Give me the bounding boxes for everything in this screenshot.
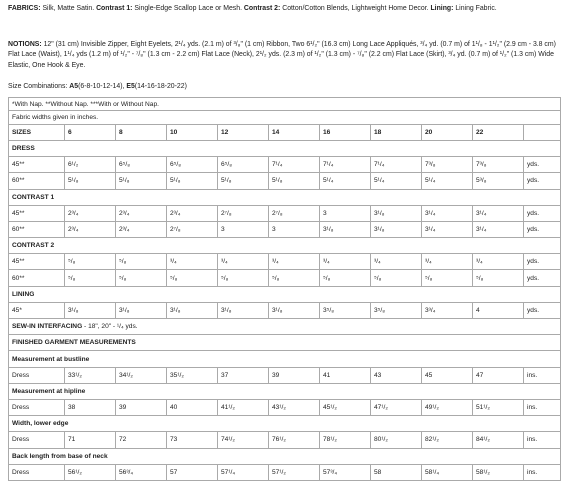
yardage-cell: 2³/₄ [65, 205, 116, 221]
measure-cell: 84¹/₂ [473, 432, 524, 448]
contrast2-label: Contrast 2: [243, 5, 281, 12]
measure-cell: 35¹/₂ [167, 367, 218, 383]
table-row [9, 173, 561, 189]
yardage-cell: 5¹/₄ [320, 173, 371, 189]
width-label: 60** [9, 270, 65, 286]
measure-cell: 78¹/₂ [320, 432, 371, 448]
measure-cell: 82¹/₂ [422, 432, 473, 448]
yardage-cell: ³/₄ [269, 254, 320, 270]
width-label: 45** [9, 157, 65, 173]
yardage-cell: 2³/₄ [116, 221, 167, 237]
notions-paragraph [8, 40, 563, 71]
size-header: 18 [371, 124, 422, 140]
yardage-cell: 3¹/₈ [269, 302, 320, 318]
yardage-cell: 3¹/₄ [473, 205, 524, 221]
measure-cell: 41¹/₂ [218, 399, 269, 415]
measure-title: Width, lower edge [9, 416, 561, 432]
section-title-row [9, 238, 561, 254]
section-title-row [9, 286, 561, 302]
yardage-cell: 5¹/₈ [218, 173, 269, 189]
size-comb-e5: E5 [126, 83, 135, 90]
yardage-cell: ⁵/₈ [116, 270, 167, 286]
measure-title-row [9, 416, 561, 432]
measure-cell: 58 [371, 464, 422, 480]
yardage-cell: 5¹/₈ [269, 173, 320, 189]
yardage-cell: 3¹/₈ [65, 302, 116, 318]
yardage-cell: 3¹/₄ [422, 221, 473, 237]
yardage-cell: ⁵/₈ [65, 254, 116, 270]
measure-cell: 37 [218, 367, 269, 383]
measure-title-row [9, 351, 561, 367]
table-body [9, 98, 561, 481]
unit-cell: yds. [524, 302, 561, 318]
interfacing-note [9, 319, 561, 335]
section-title: CONTRAST 1 [9, 189, 561, 205]
unit-cell: yds. [524, 270, 561, 286]
width-label: 45** [9, 254, 65, 270]
yardage-cell: 7¹/₄ [371, 157, 422, 173]
yardage-cell: 3¹/₄ [422, 205, 473, 221]
size-header: 20 [422, 124, 473, 140]
measure-cell: 57 [167, 464, 218, 480]
yardage-cell: 3⁵/₈ [320, 302, 371, 318]
yardage-cell: 2³/₄ [65, 221, 116, 237]
yardage-cell: 3⁵/₈ [371, 302, 422, 318]
yardage-cell: ⁵/₈ [116, 254, 167, 270]
measure-cell: 43 [371, 367, 422, 383]
width-label: 45** [9, 205, 65, 221]
widths-note: Fabric widths given in inches. [9, 111, 561, 124]
measure-cell: 71 [65, 432, 116, 448]
table-row [9, 302, 561, 318]
yardage-cell: 4 [473, 302, 524, 318]
yardage-cell: 2³/₄ [167, 205, 218, 221]
measure-cell: 58¹/₂ [473, 464, 524, 480]
interfacing-row [9, 319, 561, 335]
measure-title: Measurement at bustline [9, 351, 561, 367]
table-row [9, 157, 561, 173]
size-header: 16 [320, 124, 371, 140]
table-row [9, 221, 561, 237]
measure-cell: 58¹/₄ [422, 464, 473, 480]
interfacing-label: SEW-IN INTERFACING [12, 323, 83, 331]
unit-cell: yds. [524, 157, 561, 173]
size-comb-a5: A5 [69, 83, 79, 90]
yardage-cell: 3 [269, 221, 320, 237]
unit-cell: ins. [524, 367, 561, 383]
measure-cell: 45 [422, 367, 473, 383]
measure-cell: 57¹/₄ [218, 464, 269, 480]
yardage-cell: 3 [320, 205, 371, 221]
unit-cell: yds. [524, 221, 561, 237]
yardage-cell: 3¹/₈ [116, 302, 167, 318]
yardage-cell: ³/₄ [371, 254, 422, 270]
garment-label: Dress [9, 432, 65, 448]
size-combinations [8, 82, 563, 92]
lining-label: Lining: [430, 5, 454, 12]
contrast1-label: Contrast 1: [96, 5, 133, 12]
yardage-table [8, 97, 561, 481]
yardage-cell: 7³/₈ [422, 157, 473, 173]
measure-cell: 34¹/₂ [116, 367, 167, 383]
size-header: 12 [218, 124, 269, 140]
measure-title-row [9, 448, 561, 464]
yardage-cell: 2³/₄ [116, 205, 167, 221]
table-row [9, 270, 561, 286]
measure-cell: 72 [116, 432, 167, 448]
sizes-label: SIZES [9, 124, 65, 140]
lining-text: Lining Fabric. [453, 5, 497, 12]
size-header: 22 [473, 124, 524, 140]
fabrics-label: FABRICS: [8, 5, 41, 12]
finished-title: FINISHED GARMENT MEASUREMENTS [9, 335, 561, 351]
size-comb-label: Size Combinations: [8, 83, 70, 90]
yardage-cell: ³/₄ [422, 254, 473, 270]
yardage-cell: ⁵/₈ [473, 270, 524, 286]
measure-cell: 73 [167, 432, 218, 448]
yardage-cell: ³/₄ [320, 254, 371, 270]
finished-title-row [9, 335, 561, 351]
size-comb-a5-sizes: (6-8-10-12-14), [78, 83, 127, 90]
yardage-cell: 3 [218, 221, 269, 237]
unit-cell: yds. [524, 205, 561, 221]
yardage-cell: 3¹/₈ [371, 221, 422, 237]
yardage-cell: 3³/₄ [422, 302, 473, 318]
garment-label: Dress [9, 367, 65, 383]
yardage-cell: 5³/₈ [473, 173, 524, 189]
yardage-cell: ⁵/₈ [269, 270, 320, 286]
width-label: 60** [9, 173, 65, 189]
unit-cell: yds. [524, 254, 561, 270]
yardage-cell: ⁵/₈ [320, 270, 371, 286]
measure-cell: 45¹/₂ [320, 399, 371, 415]
contrast2-text: Cotton/Cotton Blends, Lightweight Home Decor. [280, 5, 431, 12]
unit-cell: ins. [524, 432, 561, 448]
yardage-cell: ⁵/₈ [218, 270, 269, 286]
yardage-cell: 7¹/₄ [320, 157, 371, 173]
measure-cell: 74¹/₂ [218, 432, 269, 448]
section-title: LINING [9, 286, 561, 302]
yardage-cell: 5¹/₄ [371, 173, 422, 189]
measure-cell: 39 [269, 367, 320, 383]
yardage-cell: 6⁵/₈ [116, 157, 167, 173]
section-title: CONTRAST 2 [9, 238, 561, 254]
size-header: 8 [116, 124, 167, 140]
size-comb-e5-sizes: (14-16-18-20-22) [134, 83, 187, 90]
measure-cell: 57³/₄ [320, 464, 371, 480]
measure-cell: 39 [116, 399, 167, 415]
yardage-cell: 2⁷/₈ [269, 205, 320, 221]
yardage-cell: ⁵/₈ [167, 270, 218, 286]
garment-label: Dress [9, 464, 65, 480]
table-row [9, 399, 561, 415]
size-header: 6 [65, 124, 116, 140]
yardage-cell: 5¹/₈ [167, 173, 218, 189]
yardage-cell: 6⁵/₈ [218, 157, 269, 173]
measure-cell: 76¹/₂ [269, 432, 320, 448]
unit-cell: ins. [524, 399, 561, 415]
yardage-cell: 3¹/₄ [473, 221, 524, 237]
table-row [9, 205, 561, 221]
yardage-cell: ³/₄ [473, 254, 524, 270]
measure-cell: 57¹/₂ [269, 464, 320, 480]
measure-title: Measurement at hipline [9, 383, 561, 399]
yardage-cell: ³/₄ [167, 254, 218, 270]
measure-cell: 47¹/₂ [371, 399, 422, 415]
measure-cell: 49¹/₂ [422, 399, 473, 415]
yardage-cell: 6¹/₂ [65, 157, 116, 173]
yardage-cell: 5¹/₈ [116, 173, 167, 189]
measure-cell: 33¹/₂ [65, 367, 116, 383]
yardage-cell: 3¹/₈ [320, 221, 371, 237]
table-row [9, 254, 561, 270]
yardage-cell: 3¹/₈ [167, 302, 218, 318]
size-header: 14 [269, 124, 320, 140]
yardage-cell: 2⁷/₈ [167, 221, 218, 237]
garment-label: Dress [9, 399, 65, 415]
notions-label: NOTIONS: [8, 41, 42, 48]
yardage-cell: ⁵/₈ [371, 270, 422, 286]
interfacing-text: - 18", 20" - ¹/₄ yds. [82, 323, 138, 331]
measure-cell: 56¹/₂ [65, 464, 116, 480]
unit-cell: yds. [524, 173, 561, 189]
table-row [9, 367, 561, 383]
section-title: DRESS [9, 140, 561, 156]
yardage-cell: 3¹/₈ [371, 205, 422, 221]
fabrics-text: Silk, Matte Satin. [40, 5, 97, 12]
measure-cell: 51¹/₂ [473, 399, 524, 415]
nap-note: *With Nap. **Without Nap. ***With or Without Nap. [9, 98, 561, 111]
measure-cell: 38 [65, 399, 116, 415]
yardage-cell: 7³/₈ [473, 157, 524, 173]
measure-cell: 43¹/₂ [269, 399, 320, 415]
section-title-row [9, 140, 561, 156]
measure-cell: 47 [473, 367, 524, 383]
yardage-cell: ⁵/₈ [422, 270, 473, 286]
measure-cell: 41 [320, 367, 371, 383]
unit-header [524, 124, 561, 140]
measure-title: Back length from base of neck [9, 448, 561, 464]
notions-text: 12" (31 cm) Invisible Zipper, Eight Eyelets, 2¹/₄ yds. (2.1 m) of ³/₈" (1 cm) Ribbon, Two 6¹/₂" (16.3 cm) Long Lace Appliqués, ³/₄ yd. (0.7 m) of 1¹/₈ - 1¹/₂" (2.9 cm - 3.8 cm) Flat Lace (Waist), 1¹/₄ yds (1.2 m) of ¹/₂" - ⁷/₈" (1.3 cm - 2.2 cm) Flat Lace (Neck), 2¹/₂ yds. (2.3 m) of ¹/₂" (1.3 cm) - ⁷/₈" (2.2 cm) Flat Lace (Skirt), ³/₄ yd. (0.7 m) of ¹/₂" (1.3 cm) Wide Elastic, One Hook & Eye. [8, 41, 556, 69]
note-row-nap [9, 98, 561, 111]
table-row [9, 432, 561, 448]
size-header: 10 [167, 124, 218, 140]
yardage-cell: 6⁵/₈ [167, 157, 218, 173]
measure-cell: 56³/₄ [116, 464, 167, 480]
measure-title-row [9, 383, 561, 399]
yardage-cell: 7¹/₄ [269, 157, 320, 173]
measure-cell: 40 [167, 399, 218, 415]
width-label: 60** [9, 221, 65, 237]
sizes-header-row [9, 124, 561, 140]
yardage-cell: 5¹/₄ [422, 173, 473, 189]
width-label: 45* [9, 302, 65, 318]
fabrics-paragraph [8, 4, 563, 14]
yardage-cell: 3¹/₈ [218, 302, 269, 318]
unit-cell: ins. [524, 464, 561, 480]
yardage-cell: 2⁷/₈ [218, 205, 269, 221]
section-title-row [9, 189, 561, 205]
table-row [9, 464, 561, 480]
yardage-cell: ⁵/₈ [65, 270, 116, 286]
measure-cell: 80¹/₂ [371, 432, 422, 448]
yardage-cell: 5¹/₈ [65, 173, 116, 189]
note-row-widths [9, 111, 561, 124]
yardage-cell: ³/₄ [218, 254, 269, 270]
contrast1-text: Single-Edge Scallop Lace or Mesh. [132, 5, 244, 12]
